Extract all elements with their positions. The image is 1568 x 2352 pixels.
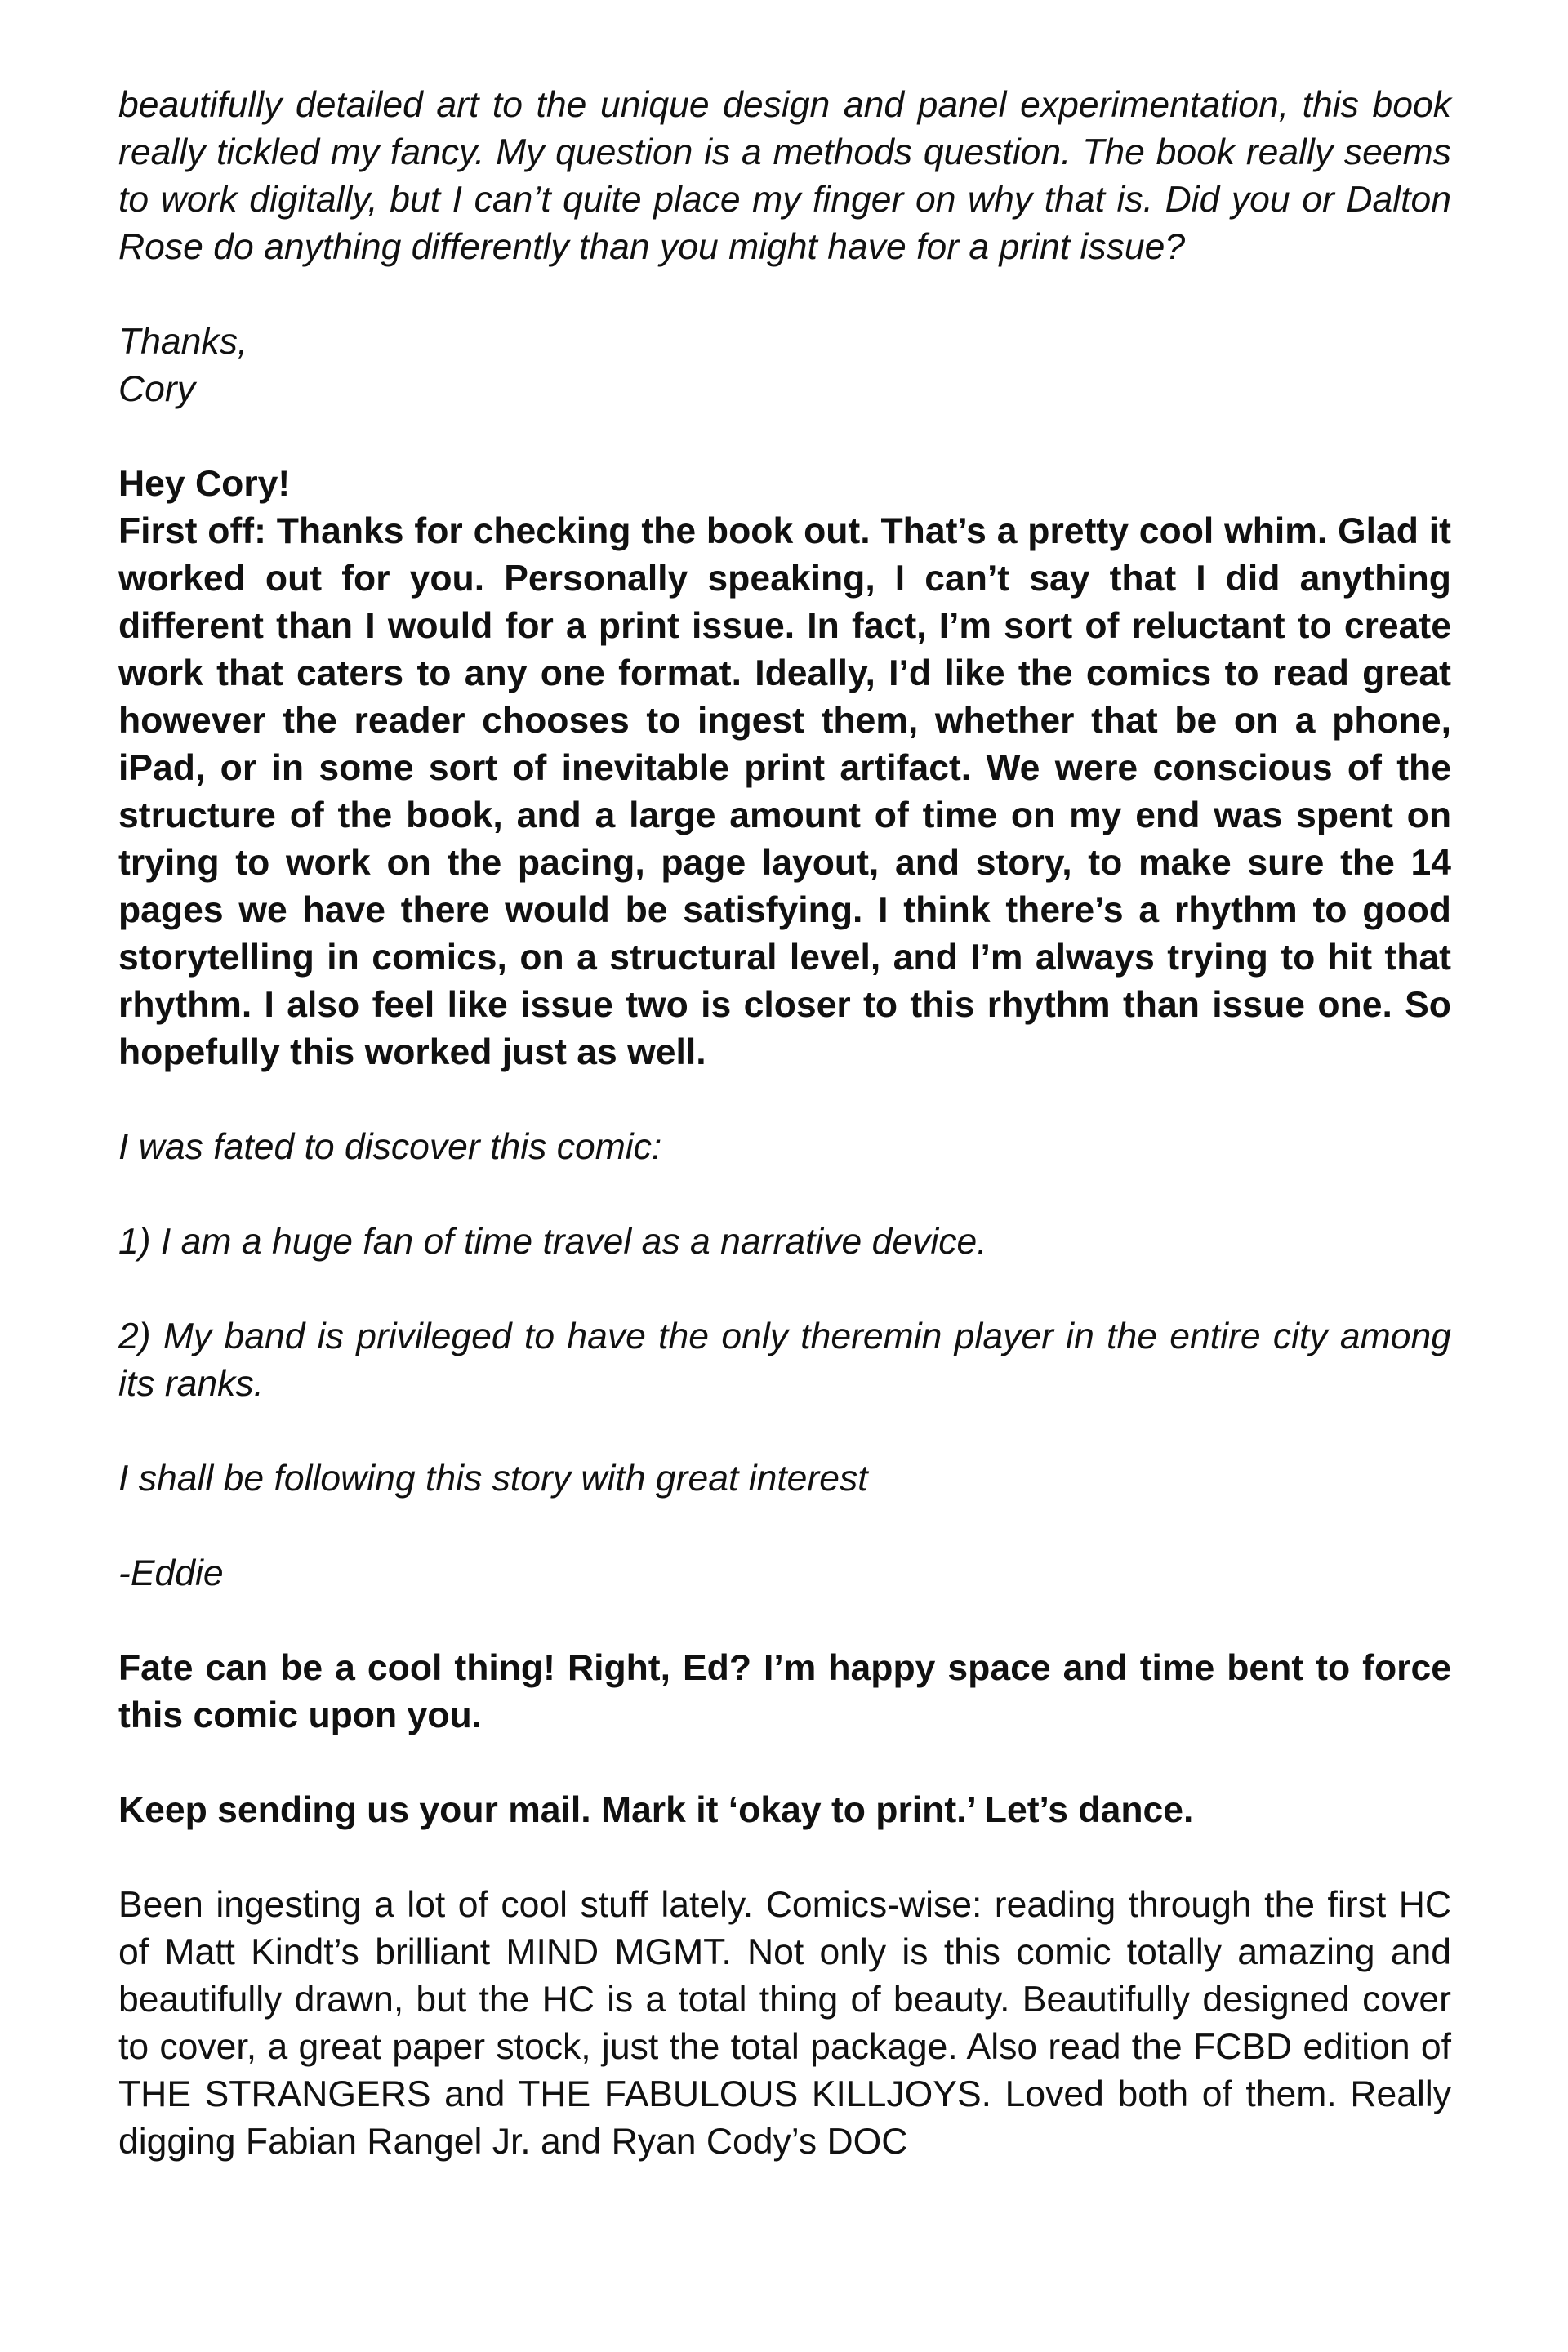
letter-eddie-signature: -Eddie bbox=[118, 1553, 224, 1593]
mail-call-to-action: Keep sending us your mail. Mark it ‘okay to print.’ Let’s dance. bbox=[118, 1790, 1194, 1830]
letter-cory-body: beautifully detailed art to the unique design and panel experimentation, this book really tickled my fancy. My question is a methods question. The book really seems to work digitally, but I can’t quite place my finger on why that is. Did you or Dalton Rose do anything differently than you might have for a print issue? bbox=[118, 85, 1451, 267]
letter-eddie-point-1: 1) I am a huge fan of time travel as a narrative device. bbox=[118, 1222, 987, 1262]
letter-eddie-intro: I was fated to discover this comic: bbox=[118, 1127, 662, 1167]
reply-eddie-body: Fate can be a cool thing! Right, Ed? I’m happy space and time bent to force this comic upon you. bbox=[118, 1648, 1451, 1735]
letter-cory-name: Cory bbox=[118, 369, 195, 409]
letter-eddie-closing: I shall be following this story with great interest bbox=[118, 1459, 868, 1499]
closing-column-body: Been ingesting a lot of cool stuff lately. Comics-wise: reading through the first HC of Matt Kindt’s brilliant MIND MGMT. Not only is this comic totally amazing and beautifully drawn, but the HC is a total thing of beauty. Beautifully designed cover to cover, a great paper stock, just the total package. Also read the FCBD edition of THE STRANGERS and THE FABULOUS KILLJOYS. Loved both of them. Really digging Fabian Rangel Jr. and Ryan Cody’s DOC bbox=[118, 1885, 1451, 2162]
letter-eddie-point-2: 2) My band is privileged to have the only theremin player in the entire city among its ranks. bbox=[118, 1316, 1451, 1404]
letter-cory-thanks: Thanks, bbox=[118, 322, 248, 362]
reply-cory-greeting: Hey Cory! bbox=[118, 464, 291, 504]
reply-cory-body: First off: Thanks for checking the book out. That’s a pretty cool whim. Glad it worked out for you. Personally speaking, I can’t say that I did anything different than I would for a print issue. In fact, I’m sort of reluctant to create work that caters to any one format. Ideally, I’d like the comics to read great however the reader chooses to ingest them, whether that be on a phone, iPad, or in some sort of inevitable print artifact. We were conscious of the structure of the book, and a large amount of time on my end was spent on trying to work on the pacing, page layout, and story, to make sure the 14 pages we have there would be satisfying. I think there’s a rhythm to good storytelling in comics, on a structural level, and I’m always trying to hit that rhythm. I also feel like issue two is closer to this rhythm than issue one. So hopefully this worked just as well. bbox=[118, 511, 1451, 1072]
letter-cory-signoff bbox=[118, 318, 1451, 413]
letters-page bbox=[118, 82, 1451, 2166]
